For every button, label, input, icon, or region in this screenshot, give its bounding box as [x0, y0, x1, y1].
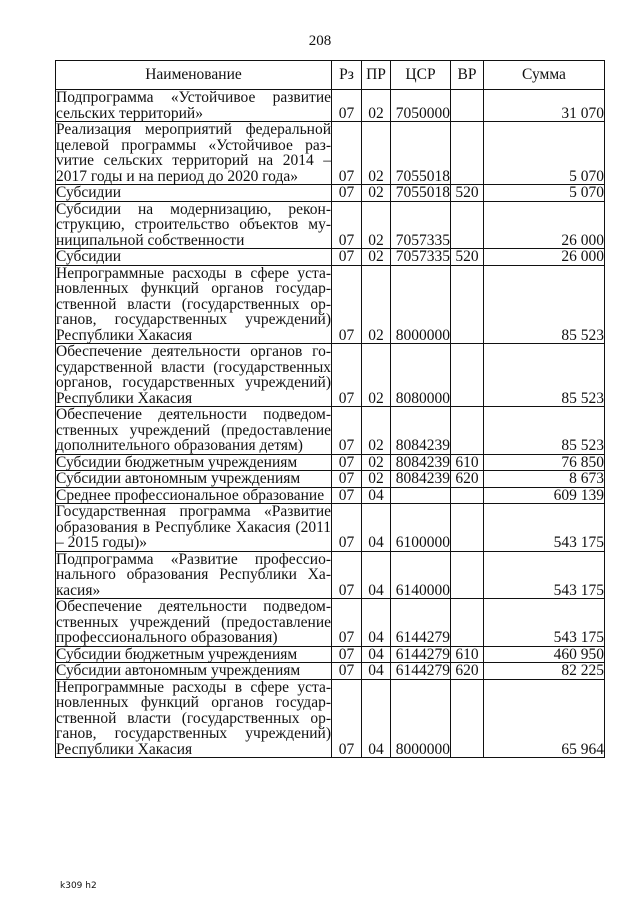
- cell-csr: 8080000: [391, 344, 451, 407]
- cell-sum: 543 175: [484, 551, 605, 599]
- cell-name: Подпрограмма «Устойчивое развитие сельских территорий»: [56, 89, 331, 122]
- cell-csr: 7050000: [391, 90, 451, 122]
- cell-sum: 5 070: [484, 122, 605, 185]
- cell-name: Обеспечение деятельности подведомственных учреждений (предоставление профессионального образования): [56, 598, 331, 646]
- cell-vr: [451, 407, 484, 455]
- cell-rz: 07: [332, 90, 362, 122]
- cell-sum: 26 000: [484, 201, 605, 249]
- cell-rz: 07: [332, 407, 362, 455]
- table-row: [56, 122, 605, 185]
- cell-vr: [451, 679, 484, 758]
- cell-vr: [451, 487, 484, 504]
- header-pr: ПР: [362, 61, 391, 90]
- header-vr: ВР: [451, 61, 484, 90]
- cell-name: Обеспечение деятельности подведомственных учреждений (предоставление дополнительного образования детям): [56, 406, 331, 454]
- cell-csr: 7055018: [391, 122, 451, 185]
- cell-name: Подпрограмма «Развитие профессионального образования Республики Хакасия»: [56, 550, 331, 599]
- table-row: [56, 471, 605, 488]
- cell-sum: 65 964: [484, 679, 605, 758]
- header-rz: Рз: [332, 61, 362, 90]
- cell-sum: 85 523: [484, 344, 605, 407]
- cell-pr: 04: [362, 551, 391, 599]
- cell-name: Субсидии автономным учреждениям: [56, 663, 332, 680]
- cell-rz: 07: [332, 679, 362, 758]
- cell-rz: 07: [332, 471, 362, 488]
- cell-pr: 04: [362, 504, 391, 552]
- cell-vr: 520: [451, 249, 484, 266]
- cell-name: Обеспечение деятельности органов государственной власти (государственных органов, государственных учреждений) Республики Хакасия: [56, 343, 331, 407]
- cell-sum: 460 950: [484, 646, 605, 663]
- cell-rz: 07: [332, 344, 362, 407]
- cell-name: Среднее профессиональное образование: [56, 487, 332, 504]
- cell-pr: 02: [362, 454, 391, 471]
- cell-pr: 02: [362, 344, 391, 407]
- cell-pr: 04: [362, 599, 391, 647]
- cell-sum: 85 523: [484, 407, 605, 455]
- cell-csr: 7057335: [391, 201, 451, 249]
- table-row: [56, 249, 605, 266]
- table-row: [56, 454, 605, 471]
- cell-sum: 85 523: [484, 265, 605, 344]
- cell-csr: 6100000: [391, 504, 451, 552]
- cell-vr: [451, 344, 484, 407]
- header-sum: Сумма: [484, 61, 605, 90]
- cell-csr: 8084239: [391, 454, 451, 471]
- cell-vr: 610: [451, 646, 484, 663]
- cell-vr: [451, 201, 484, 249]
- cell-csr: 8000000: [391, 265, 451, 344]
- cell-pr: 02: [362, 201, 391, 249]
- cell-csr: 6144279: [391, 599, 451, 647]
- cell-rz: 07: [332, 201, 362, 249]
- cell-pr: 02: [362, 249, 391, 266]
- cell-pr: 02: [362, 471, 391, 488]
- cell-pr: 02: [362, 407, 391, 455]
- cell-vr: 520: [451, 185, 484, 202]
- cell-sum: 82 225: [484, 663, 605, 680]
- cell-name: Субсидии бюджетным учреждениям: [56, 646, 332, 663]
- table-row: [56, 646, 605, 663]
- header-name: Наименование: [56, 61, 332, 90]
- cell-sum: 609 139: [484, 487, 605, 504]
- cell-pr: 04: [362, 679, 391, 758]
- cell-name: Субсидии бюджетным учреждениям: [56, 454, 332, 471]
- cell-vr: 620: [451, 663, 484, 680]
- cell-csr: 8000000: [391, 679, 451, 758]
- cell-sum: 8 673: [484, 471, 605, 488]
- cell-vr: [451, 90, 484, 122]
- cell-rz: 07: [332, 551, 362, 599]
- cell-rz: 07: [332, 185, 362, 202]
- cell-vr: [451, 122, 484, 185]
- table-row: [56, 265, 605, 344]
- cell-rz: 07: [332, 663, 362, 680]
- table-row: [56, 551, 605, 599]
- cell-pr: 04: [362, 663, 391, 680]
- cell-sum: 26 000: [484, 249, 605, 266]
- cell-vr: [451, 504, 484, 552]
- cell-name: Реализация мероприятий федеральной целевой программы «Устойчивое разvитие сельских территорий на 2014 – 2017 годы и на период до 2020 года»: [56, 121, 331, 185]
- cell-sum: 31 070: [484, 90, 605, 122]
- cell-name: Субсидии: [56, 249, 332, 266]
- cell-sum: 76 850: [484, 454, 605, 471]
- cell-rz: 07: [332, 504, 362, 552]
- cell-sum: 543 175: [484, 599, 605, 647]
- table-header-row: [56, 61, 605, 90]
- cell-csr: 7057335: [391, 249, 451, 266]
- cell-pr: 02: [362, 185, 391, 202]
- cell-sum: 543 175: [484, 504, 605, 552]
- cell-pr: 02: [362, 265, 391, 344]
- cell-csr: 8084239: [391, 407, 451, 455]
- cell-name: Непрограммные расходы в сфере установленных функций органов государственной власти (государственных органов, государственных учреждений) Республики Хакасия: [56, 678, 331, 758]
- cell-vr: 620: [451, 471, 484, 488]
- table-row: [56, 344, 605, 407]
- cell-csr: 6140000: [391, 551, 451, 599]
- cell-vr: [451, 265, 484, 344]
- cell-name: Непрограммные расходы в сфере установленных функций органов государственной власти (государственных органов, государственных учреждений) Республики Хакасия: [56, 264, 331, 344]
- table-row: [56, 504, 605, 552]
- cell-rz: 07: [332, 487, 362, 504]
- cell-pr: 04: [362, 487, 391, 504]
- cell-csr: 6144279: [391, 663, 451, 680]
- table-row: [56, 407, 605, 455]
- page-number: 208: [308, 33, 332, 49]
- budget-table: [55, 60, 605, 758]
- table-row: [56, 201, 605, 249]
- table-row: [56, 663, 605, 680]
- cell-rz: 07: [332, 599, 362, 647]
- cell-name: Государственная программа «Развитие образования в Республике Хакасия (2011 – 2015 годы)»: [56, 503, 331, 551]
- cell-vr: [451, 599, 484, 647]
- cell-csr: 6144279: [391, 646, 451, 663]
- table-row: [56, 599, 605, 647]
- table-row: [56, 679, 605, 758]
- cell-vr: [451, 551, 484, 599]
- cell-name: Субсидии на модернизацию, реконструкцию, строительство объектов муниципальной собственности: [56, 200, 331, 249]
- cell-csr: [391, 487, 451, 504]
- cell-sum: 5 070: [484, 185, 605, 202]
- table-row: [56, 90, 605, 122]
- cell-csr: 8084239: [391, 471, 451, 488]
- cell-rz: 07: [332, 454, 362, 471]
- cell-csr: 7055018: [391, 185, 451, 202]
- cell-pr: 02: [362, 90, 391, 122]
- footer-code: k309 h2: [60, 881, 97, 891]
- cell-rz: 07: [332, 249, 362, 266]
- cell-name: Субсидии автономным учреждениям: [56, 471, 332, 488]
- cell-rz: 07: [332, 265, 362, 344]
- cell-pr: 02: [362, 122, 391, 185]
- cell-rz: 07: [332, 646, 362, 663]
- cell-vr: 610: [451, 454, 484, 471]
- table-row: [56, 185, 605, 202]
- table-row: [56, 487, 605, 504]
- cell-rz: 07: [332, 122, 362, 185]
- header-csr: ЦСР: [391, 61, 451, 90]
- cell-name: Субсидии: [56, 185, 332, 202]
- cell-pr: 04: [362, 646, 391, 663]
